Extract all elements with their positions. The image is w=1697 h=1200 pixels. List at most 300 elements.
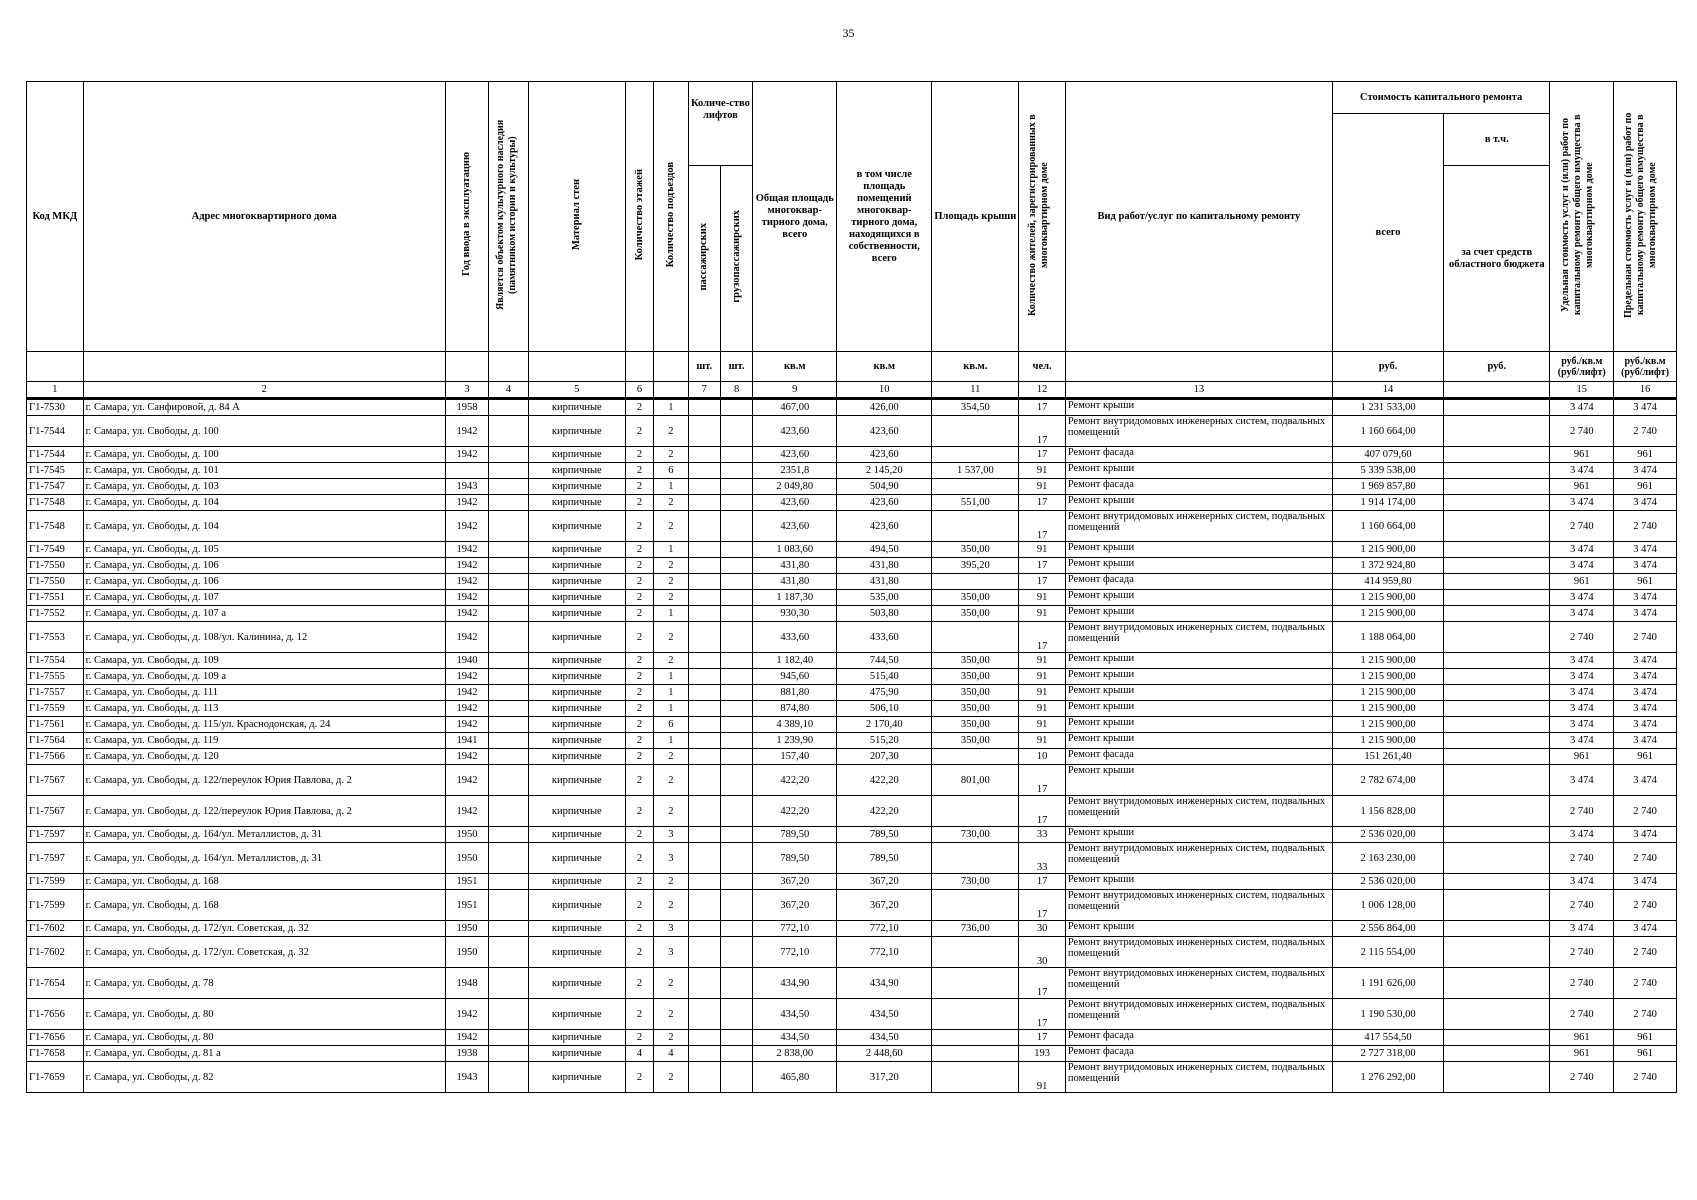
cell-entrances: 3 — [654, 827, 688, 843]
cell-owned-area: 494,50 — [837, 542, 932, 558]
cell-residents: 91 — [1019, 1062, 1066, 1093]
cell-residents: 17 — [1019, 622, 1066, 653]
cell-lifts-cargo — [720, 653, 752, 669]
cell-cost-regional — [1444, 890, 1550, 921]
cell-work-type: Ремонт крыши — [1065, 733, 1332, 749]
cell-roof-area: 350,00 — [932, 701, 1019, 717]
cell-entrances: 6 — [654, 463, 688, 479]
table-row — [27, 999, 1677, 1030]
cell-roof-area: 350,00 — [932, 685, 1019, 701]
cell-year: 1940 — [445, 653, 489, 669]
cell-address: г. Самара, ул. Свободы, д. 82 — [83, 1062, 445, 1093]
unit-people: чел. — [1019, 352, 1066, 382]
cell-limit-cost: 3 474 — [1614, 685, 1677, 701]
cell-year: 1950 — [445, 921, 489, 937]
cell-code: Г1-7597 — [27, 827, 84, 843]
header-owned-area: в том числе площадь помещений многоквар-тирного дома, находящихся в собственности, всего — [837, 82, 932, 352]
cell-work-type: Ремонт крыши — [1065, 921, 1332, 937]
cell-lifts-cargo — [720, 685, 752, 701]
cell-year: 1943 — [445, 1062, 489, 1093]
cell-floors: 4 — [625, 1046, 653, 1062]
cell-owned-area: 433,60 — [837, 622, 932, 653]
cell-owned-area: 504,90 — [837, 479, 932, 495]
cell-cost-total: 2 536 020,00 — [1332, 827, 1443, 843]
cell-limit-cost: 2 740 — [1614, 1062, 1677, 1093]
table-row — [27, 890, 1677, 921]
cell-floors: 2 — [625, 590, 653, 606]
cell-total-area: 422,20 — [753, 796, 837, 827]
cell-unit-cost: 3 474 — [1550, 653, 1614, 669]
cell-unit-cost: 3 474 — [1550, 685, 1614, 701]
cell-entrances: 2 — [654, 968, 688, 999]
cell-material: кирпичные — [528, 937, 625, 968]
cell-material: кирпичные — [528, 558, 625, 574]
cell-residents: 91 — [1019, 479, 1066, 495]
cell-cost-regional — [1444, 1062, 1550, 1093]
header-floors: Количество этажей — [625, 82, 653, 352]
cell-code: Г1-7658 — [27, 1046, 84, 1062]
cell-heritage — [489, 669, 528, 685]
cell-entrances: 1 — [654, 399, 688, 416]
cell-material: кирпичные — [528, 399, 625, 416]
cell-residents: 91 — [1019, 685, 1066, 701]
header-cost-total: всего — [1332, 114, 1443, 352]
cell-lifts-cargo — [720, 606, 752, 622]
table-row — [27, 685, 1677, 701]
cell-heritage — [489, 542, 528, 558]
cell-floors: 2 — [625, 921, 653, 937]
cell-material: кирпичные — [528, 765, 625, 796]
cell-floors: 2 — [625, 1030, 653, 1046]
cell-total-area: 157,40 — [753, 749, 837, 765]
cell-year: 1942 — [445, 447, 489, 463]
cell-owned-area: 367,20 — [837, 890, 932, 921]
cell-address: г. Самара, ул. Свободы, д. 119 — [83, 733, 445, 749]
cell-unit-cost: 3 474 — [1550, 463, 1614, 479]
cell-total-area: 772,10 — [753, 921, 837, 937]
cell-total-area: 789,50 — [753, 827, 837, 843]
cell-owned-area: 207,30 — [837, 749, 932, 765]
cell-limit-cost: 961 — [1614, 479, 1677, 495]
cell-owned-area: 367,20 — [837, 874, 932, 890]
table-row — [27, 1046, 1677, 1062]
cell-limit-cost: 961 — [1614, 574, 1677, 590]
cell-entrances: 1 — [654, 606, 688, 622]
unit-sqm-3: кв.м. — [932, 352, 1019, 382]
cell-entrances: 2 — [654, 653, 688, 669]
cell-work-type: Ремонт крыши — [1065, 827, 1332, 843]
cell-entrances: 4 — [654, 1046, 688, 1062]
cell-heritage — [489, 765, 528, 796]
table-row — [27, 574, 1677, 590]
cell-address: г. Самара, ул. Свободы, д. 111 — [83, 685, 445, 701]
cell-year: 1942 — [445, 622, 489, 653]
cell-lifts-pass — [688, 999, 720, 1030]
cell-unit-cost: 961 — [1550, 447, 1614, 463]
cell-year: 1943 — [445, 479, 489, 495]
cell-cost-total: 151 261,40 — [1332, 749, 1443, 765]
header-material: Материал стен — [528, 82, 625, 352]
cell-entrances: 3 — [654, 937, 688, 968]
cell-entrances: 3 — [654, 921, 688, 937]
cell-unit-cost: 3 474 — [1550, 921, 1614, 937]
cell-lifts-cargo — [720, 416, 752, 447]
cell-cost-total: 1 215 900,00 — [1332, 653, 1443, 669]
cell-total-area: 930,30 — [753, 606, 837, 622]
cell-lifts-cargo — [720, 558, 752, 574]
cell-floors: 2 — [625, 399, 653, 416]
cell-residents: 17 — [1019, 890, 1066, 921]
cell-lifts-cargo — [720, 937, 752, 968]
cell-limit-cost: 3 474 — [1614, 399, 1677, 416]
table-row — [27, 479, 1677, 495]
column-number: 4 — [489, 382, 528, 399]
cell-cost-regional — [1444, 447, 1550, 463]
cell-lifts-pass — [688, 921, 720, 937]
cell-residents: 91 — [1019, 653, 1066, 669]
cell-address: г. Самара, ул. Свободы, д. 109 — [83, 653, 445, 669]
cell-material: кирпичные — [528, 921, 625, 937]
cell-heritage — [489, 590, 528, 606]
header-total-area: Общая площадь многоквар-тирного дома, всего — [753, 82, 837, 352]
cell-year: 1942 — [445, 495, 489, 511]
cell-floors: 2 — [625, 495, 653, 511]
header-limit-cost: Предельная стоимость услуг и (или) работ по капитальному ремонту общего имущества в многоквартирном доме — [1614, 82, 1677, 352]
cell-lifts-cargo — [720, 590, 752, 606]
cell-owned-area: 426,00 — [837, 399, 932, 416]
cell-residents: 30 — [1019, 921, 1066, 937]
cell-roof-area: 350,00 — [932, 542, 1019, 558]
cell-unit-cost: 2 740 — [1550, 968, 1614, 999]
cell-work-type: Ремонт внутридомовых инженерных систем, подвальных помещений — [1065, 416, 1332, 447]
cell-code: Г1-7548 — [27, 511, 84, 542]
column-number: 15 — [1550, 382, 1614, 399]
table-row — [27, 606, 1677, 622]
cell-roof-area — [932, 416, 1019, 447]
cell-cost-regional — [1444, 937, 1550, 968]
header-work-type: Вид работ/услуг по капитальному ремонту — [1065, 82, 1332, 352]
cell-lifts-cargo — [720, 447, 752, 463]
cell-floors: 2 — [625, 463, 653, 479]
cell-address: г. Самара, ул. Санфировой, д. 84 А — [83, 399, 445, 416]
cell-work-type: Ремонт крыши — [1065, 558, 1332, 574]
cell-work-type: Ремонт крыши — [1065, 606, 1332, 622]
cell-address: г. Самара, ул. Свободы, д. 80 — [83, 999, 445, 1030]
cell-address: г. Самара, ул. Свободы, д. 122/переулок Юрия Павлова, д. 2 — [83, 765, 445, 796]
cell-lifts-pass — [688, 653, 720, 669]
cell-roof-area: 350,00 — [932, 606, 1019, 622]
cell-residents: 17 — [1019, 796, 1066, 827]
cell-work-type: Ремонт внутридомовых инженерных систем, подвальных помещений — [1065, 937, 1332, 968]
cell-code: Г1-7656 — [27, 999, 84, 1030]
cell-lifts-pass — [688, 717, 720, 733]
cell-lifts-cargo — [720, 968, 752, 999]
cell-code: Г1-7547 — [27, 479, 84, 495]
cell-cost-total: 1 160 664,00 — [1332, 511, 1443, 542]
cell-code: Г1-7561 — [27, 717, 84, 733]
cell-owned-area: 535,00 — [837, 590, 932, 606]
cell-year: 1942 — [445, 749, 489, 765]
cell-work-type: Ремонт внутридомовых инженерных систем, подвальных помещений — [1065, 999, 1332, 1030]
cell-cost-regional — [1444, 1030, 1550, 1046]
header-lifts-pass: пассажирских — [688, 166, 720, 352]
cell-heritage — [489, 622, 528, 653]
cell-floors: 2 — [625, 558, 653, 574]
table-row — [27, 511, 1677, 542]
cell-unit-cost: 961 — [1550, 1046, 1614, 1062]
cell-unit-cost: 961 — [1550, 574, 1614, 590]
cell-cost-regional — [1444, 733, 1550, 749]
cell-material: кирпичные — [528, 1062, 625, 1093]
cell-material: кирпичные — [528, 843, 625, 874]
cell-roof-area — [932, 796, 1019, 827]
cell-material: кирпичные — [528, 890, 625, 921]
cell-total-area: 434,90 — [753, 968, 837, 999]
cell-cost-regional — [1444, 827, 1550, 843]
cell-material: кирпичные — [528, 685, 625, 701]
cell-lifts-cargo — [720, 717, 752, 733]
cell-cost-total: 1 215 900,00 — [1332, 685, 1443, 701]
header-roof-area: Площадь крыши — [932, 82, 1019, 352]
cell-unit-cost: 961 — [1550, 749, 1614, 765]
cell-cost-regional — [1444, 653, 1550, 669]
cell-limit-cost: 3 474 — [1614, 874, 1677, 890]
cell-material: кирпичные — [528, 1030, 625, 1046]
cell-work-type: Ремонт крыши — [1065, 653, 1332, 669]
cell-residents: 91 — [1019, 606, 1066, 622]
header-cost-regional: за счет средств областного бюджета — [1444, 166, 1550, 352]
cell-heritage — [489, 827, 528, 843]
cell-residents: 91 — [1019, 463, 1066, 479]
cell-cost-regional — [1444, 968, 1550, 999]
cell-limit-cost: 2 740 — [1614, 968, 1677, 999]
cell-unit-cost: 3 474 — [1550, 669, 1614, 685]
cell-unit-cost: 3 474 — [1550, 765, 1614, 796]
cell-roof-area: 730,00 — [932, 827, 1019, 843]
table-row — [27, 733, 1677, 749]
cell-material: кирпичные — [528, 749, 625, 765]
cell-entrances: 2 — [654, 622, 688, 653]
cell-year: 1942 — [445, 511, 489, 542]
column-number: 7 — [688, 382, 720, 399]
cell-roof-area — [932, 999, 1019, 1030]
cell-address: г. Самара, ул. Свободы, д. 172/ул. Советская, д. 32 — [83, 937, 445, 968]
cell-residents: 17 — [1019, 416, 1066, 447]
column-number: 16 — [1614, 382, 1677, 399]
cell-lifts-cargo — [720, 542, 752, 558]
cell-owned-area: 772,10 — [837, 921, 932, 937]
cell-owned-area: 744,50 — [837, 653, 932, 669]
cell-residents: 17 — [1019, 765, 1066, 796]
cell-cost-total: 407 079,60 — [1332, 447, 1443, 463]
cell-roof-area — [932, 479, 1019, 495]
cell-limit-cost: 3 474 — [1614, 463, 1677, 479]
cell-residents: 91 — [1019, 701, 1066, 717]
unit-per-1: руб./кв.м (руб/лифт) — [1550, 352, 1614, 382]
table-row — [27, 937, 1677, 968]
cell-total-area: 423,60 — [753, 416, 837, 447]
unit-rub-1: руб. — [1332, 352, 1443, 382]
cell-roof-area: 730,00 — [932, 874, 1019, 890]
cell-code: Г1-7550 — [27, 558, 84, 574]
cell-work-type: Ремонт внутридомовых инженерных систем, подвальных помещений — [1065, 968, 1332, 999]
cell-total-area: 431,80 — [753, 558, 837, 574]
cell-limit-cost: 961 — [1614, 1046, 1677, 1062]
cell-address: г. Самара, ул. Свободы, д. 101 — [83, 463, 445, 479]
cell-year: 1950 — [445, 843, 489, 874]
cell-cost-total: 2 556 864,00 — [1332, 921, 1443, 937]
cell-address: г. Самара, ул. Свободы, д. 80 — [83, 1030, 445, 1046]
cell-heritage — [489, 495, 528, 511]
cell-lifts-cargo — [720, 701, 752, 717]
cell-lifts-cargo — [720, 574, 752, 590]
cell-cost-regional — [1444, 685, 1550, 701]
cell-material: кирпичные — [528, 463, 625, 479]
cell-cost-regional — [1444, 511, 1550, 542]
cell-total-area: 2 049,80 — [753, 479, 837, 495]
cell-material: кирпичные — [528, 416, 625, 447]
header-entrances: Количество подъездов — [654, 82, 688, 352]
column-number: 1 — [27, 382, 84, 399]
cell-address: г. Самара, ул. Свободы, д. 107 — [83, 590, 445, 606]
cell-material: кирпичные — [528, 669, 625, 685]
cell-floors: 2 — [625, 511, 653, 542]
cell-cost-total: 1 190 530,00 — [1332, 999, 1443, 1030]
cell-heritage — [489, 1046, 528, 1062]
cell-material: кирпичные — [528, 968, 625, 999]
cell-owned-area: 515,40 — [837, 669, 932, 685]
cell-lifts-pass — [688, 669, 720, 685]
cell-limit-cost: 2 740 — [1614, 999, 1677, 1030]
table-row — [27, 542, 1677, 558]
cell-floors: 2 — [625, 574, 653, 590]
cell-total-area: 433,60 — [753, 622, 837, 653]
column-number: 8 — [720, 382, 752, 399]
cell-material: кирпичные — [528, 511, 625, 542]
cell-unit-cost: 2 740 — [1550, 622, 1614, 653]
cell-material: кирпичные — [528, 606, 625, 622]
header-lifts-cargo: грузопассажирских — [720, 166, 752, 352]
cell-owned-area: 2 448,60 — [837, 1046, 932, 1062]
cell-total-area: 431,80 — [753, 574, 837, 590]
cell-entrances: 2 — [654, 416, 688, 447]
cell-cost-regional — [1444, 606, 1550, 622]
cell-year: 1941 — [445, 733, 489, 749]
cell-lifts-cargo — [720, 463, 752, 479]
table-row — [27, 921, 1677, 937]
cell-heritage — [489, 701, 528, 717]
capital-repair-table — [26, 81, 1677, 1093]
cell-limit-cost: 2 740 — [1614, 890, 1677, 921]
column-number — [654, 382, 688, 399]
cell-unit-cost: 2 740 — [1550, 843, 1614, 874]
cell-address: г. Самара, ул. Свободы, д. 100 — [83, 416, 445, 447]
cell-entrances: 6 — [654, 717, 688, 733]
cell-floors: 2 — [625, 701, 653, 717]
cell-work-type: Ремонт внутридомовых инженерных систем, подвальных помещений — [1065, 511, 1332, 542]
cell-lifts-cargo — [720, 843, 752, 874]
cell-total-area: 423,60 — [753, 495, 837, 511]
header-residents: Количество жителей, зарегистрированных в многоквартирном доме — [1019, 82, 1066, 352]
cell-entrances: 2 — [654, 1030, 688, 1046]
cell-code: Г1-7599 — [27, 874, 84, 890]
cell-work-type: Ремонт фасада — [1065, 1046, 1332, 1062]
cell-total-area: 367,20 — [753, 874, 837, 890]
cell-code: Г1-7552 — [27, 606, 84, 622]
cell-owned-area: 475,90 — [837, 685, 932, 701]
cell-residents: 33 — [1019, 827, 1066, 843]
cell-year: 1942 — [445, 669, 489, 685]
cell-entrances: 2 — [654, 1062, 688, 1093]
table-row — [27, 399, 1677, 416]
cell-floors: 2 — [625, 669, 653, 685]
cell-code: Г1-7545 — [27, 463, 84, 479]
cell-address: г. Самара, ул. Свободы, д. 104 — [83, 495, 445, 511]
cell-entrances: 1 — [654, 685, 688, 701]
cell-residents: 193 — [1019, 1046, 1066, 1062]
cell-residents: 17 — [1019, 447, 1066, 463]
cell-entrances: 2 — [654, 574, 688, 590]
header-heritage: Является объектом культурного наследия (памятником истории и культуры) — [489, 82, 528, 352]
cell-cost-regional — [1444, 416, 1550, 447]
cell-entrances: 1 — [654, 479, 688, 495]
cell-roof-area — [932, 890, 1019, 921]
cell-floors: 2 — [625, 843, 653, 874]
cell-total-area: 2351,8 — [753, 463, 837, 479]
cell-cost-total: 1 969 857,80 — [1332, 479, 1443, 495]
cell-year: 1942 — [445, 542, 489, 558]
cell-unit-cost: 2 740 — [1550, 416, 1614, 447]
cell-roof-area — [932, 937, 1019, 968]
cell-cost-regional — [1444, 765, 1550, 796]
cell-cost-regional — [1444, 622, 1550, 653]
cell-cost-total: 1 191 626,00 — [1332, 968, 1443, 999]
cell-work-type: Ремонт крыши — [1065, 717, 1332, 733]
cell-cost-regional — [1444, 921, 1550, 937]
unit-rub-2: руб. — [1444, 352, 1550, 382]
cell-lifts-cargo — [720, 796, 752, 827]
cell-cost-total: 1 006 128,00 — [1332, 890, 1443, 921]
cell-year — [445, 463, 489, 479]
cell-unit-cost: 3 474 — [1550, 542, 1614, 558]
cell-work-type: Ремонт фасада — [1065, 447, 1332, 463]
cell-code: Г1-7549 — [27, 542, 84, 558]
table-row — [27, 558, 1677, 574]
cell-limit-cost: 961 — [1614, 447, 1677, 463]
cell-heritage — [489, 511, 528, 542]
cell-heritage — [489, 399, 528, 416]
cell-lifts-pass — [688, 511, 720, 542]
cell-roof-area: 801,00 — [932, 765, 1019, 796]
cell-floors: 2 — [625, 827, 653, 843]
cell-roof-area: 350,00 — [932, 669, 1019, 685]
cell-cost-regional — [1444, 796, 1550, 827]
cell-residents: 10 — [1019, 749, 1066, 765]
cell-lifts-cargo — [720, 1062, 752, 1093]
cell-code: Г1-7659 — [27, 1062, 84, 1093]
cell-entrances: 2 — [654, 495, 688, 511]
cell-floors: 2 — [625, 653, 653, 669]
header-cost-incl: в т.ч. — [1444, 114, 1550, 166]
cell-lifts-pass — [688, 874, 720, 890]
cell-code: Г1-7530 — [27, 399, 84, 416]
cell-work-type: Ремонт внутридомовых инженерных систем, подвальных помещений — [1065, 1062, 1332, 1093]
cell-code: Г1-7567 — [27, 765, 84, 796]
cell-code: Г1-7544 — [27, 416, 84, 447]
cell-material: кирпичные — [528, 495, 625, 511]
cell-address: г. Самара, ул. Свободы, д. 104 — [83, 511, 445, 542]
cell-address: г. Самара, ул. Свободы, д. 106 — [83, 558, 445, 574]
